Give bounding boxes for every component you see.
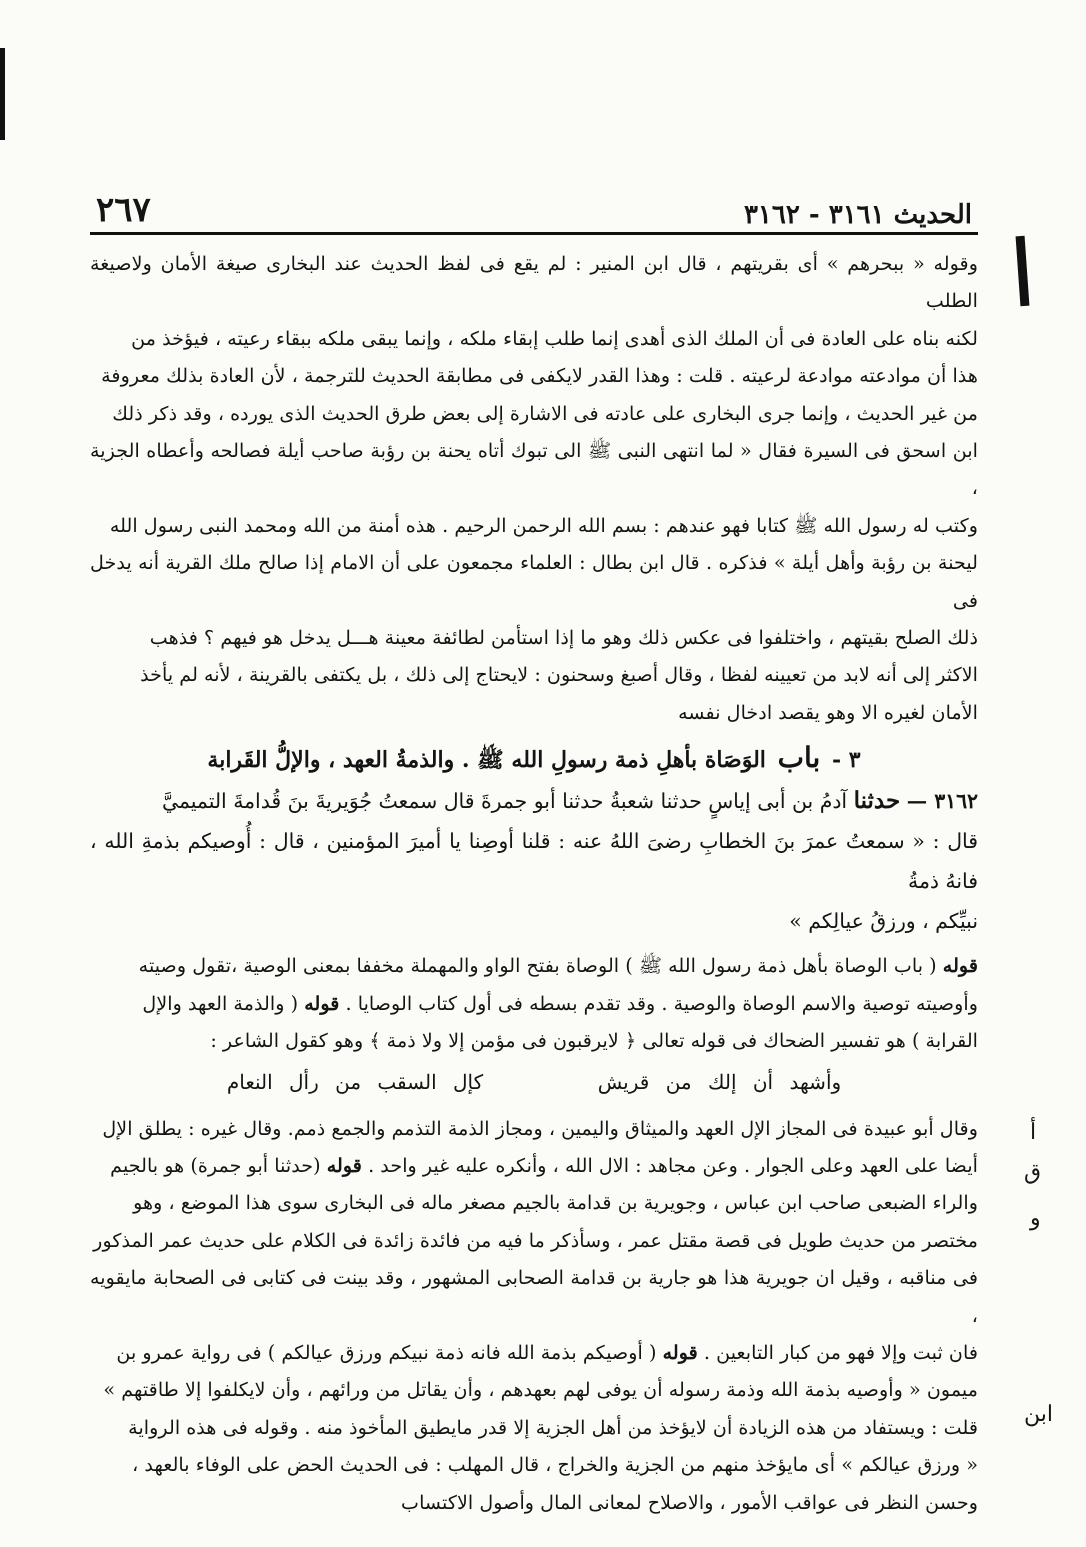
- chapter-title: الوَصَاة بأهلِ ذمة رسولِ الله ﷺ . والذمةُ العهد ، والإلُّ القَرابة: [207, 747, 766, 774]
- commentary-mid: [90, 947, 978, 1059]
- running-title: الحديث ٣١٦١ - ٣١٦٢: [743, 200, 972, 230]
- text-line: الأمان لغيره الا وهو يقصد ادخال نفسه: [678, 700, 978, 724]
- text-span: ( والذمة العهد والإل: [142, 991, 299, 1015]
- chapter-bab: باب: [777, 741, 821, 775]
- verse-hemistich-1: وأشهد أن إلك من قريش: [597, 1069, 842, 1094]
- text-line: وقال أبو عبيدة فى المجاز الإل العهد والميثاق واليمين ، ومجاز الذمة التذمم والجمع ذمم. وقال غيره : يطلق الإل: [102, 1116, 978, 1140]
- page-number: ٢٦٧: [96, 190, 151, 230]
- text-span: فان ثبت وإلا فهو من كبار التابعين .: [703, 1340, 978, 1364]
- text-line: هذا أن موادعته موادعة لرعيته . قلت : وهذا القدر لايكفى فى مطابقة الحديث للترجمة ، لأن العادة بذلك معروفة: [101, 364, 978, 388]
- text-line: ابن اسحق فى السيرة فقال « لما انتهى النبى ﷺ الى تبوك أتاه يحنة بن رؤبة صاحب أيلة فصالحه وأعطاه الجزية ،: [90, 439, 978, 500]
- text-line: من غير الحديث ، وإنما جرى البخارى على عادته فى الاشارة إلى بعض طرق الحديث الذى يورده ، وقد ذكر ذلك: [112, 401, 978, 425]
- margin-glyph: أ: [1030, 1120, 1037, 1145]
- verse-hemistich-2: كإل السقب من رأل النعام: [226, 1069, 484, 1094]
- commentary-top: [90, 245, 978, 731]
- hadith-line: [90, 781, 978, 821]
- commentary-bottom: [90, 1110, 978, 1521]
- text-span: أيضا على العهد وعلى الجوار . وعن مجاهد : الال الله ، وأنكره عليه غير واحد .: [368, 1153, 978, 1177]
- scan-edge-mark: [0, 48, 5, 140]
- text-line: ذلك الصلح بقيتهم ، واختلفوا فى عكس ذلك وهو ما إذا استأمن لطائفة معينة هـــل يدخل هو فيهم ؟ فذهب: [149, 626, 978, 650]
- text-line: [90, 947, 978, 984]
- text-line: وكتب له رسول الله ﷺ كتابا فهو عندهم : بسم الله الرحمن الرحيم . هذه أمنة من الله ومحمد النبى رسول الله: [109, 513, 978, 537]
- chapter-number: ٣ -: [831, 747, 861, 774]
- text-span: ( أوصيكم بذمة الله فانه ذمة نبيكم ورزق عيالكم ) فى رواية عمرو بن: [116, 1340, 657, 1364]
- text-span: وأوصيته توصية والاسم الوصاة والوصية . وقد تقدم بسطه فى أول كتاب الوصايا .: [345, 991, 978, 1015]
- book-page: [90, 186, 978, 1521]
- text-line: ميمون « وأوصيه بذمة الله وذمة رسوله أن يوفى لهم بعهدهم ، وأن يقاتل من ورائهم ، وأن لايكلفوا إلا طاقتهم »: [103, 1378, 978, 1402]
- margin-glyph: و: [1030, 1206, 1041, 1231]
- text-line: قلت : ويستفاد من هذه الزيادة أن لايؤخذ من أهل الجزية إلا قدر مايطيق المأخوذ منه . وقوله فى هذه الرواية: [128, 1415, 978, 1439]
- text-line: والراء الضبعى صاحب ابن عباس ، وجويرية بن قدامة بالجيم مصغر ماله فى البخارى سوى هذا الموضع ، وهو: [133, 1191, 978, 1215]
- text-line: [90, 1147, 978, 1184]
- text-span: (حدثنا أبو جمرة) هو بالجيم: [110, 1153, 321, 1177]
- text-line: « ورزق عيالكم » أى مايؤخذ منهم من الجزية والخراج ، قال المهلب : فى الحديث الحض على الوفاء بالعهد ،: [132, 1453, 978, 1477]
- text-line: ليحنة بن رؤبة وأهل أيلة » فذكره . قال ابن بطال : العلماء مجمعون على أن الامام إذا صالح ملك القرية أنه يدخل فى: [90, 551, 978, 612]
- hadith-chain: آدمُ بن أبى إياسٍ حدثنا شعبةُ حدثنا أبو جمرةَ قال سمعتُ جُوَيريةَ بنَ قُدامةَ التميميَّ: [161, 789, 848, 814]
- margin-glyph: ابن: [1024, 1402, 1053, 1427]
- text-line: فى مناقبه ، وقيل ان جويرية هذا هو جارية بن قدامة الصحابى المشهور ، وقد بينت فى كتابى فى الصحابة مايقويه ،: [90, 1266, 978, 1327]
- hadith-text: [90, 781, 978, 941]
- hadith-line: نبيِّكم ، ورزقُ عيالِكم »: [789, 909, 978, 934]
- text-line: وحسن النظر فى عواقب الأمور ، والاصلاح لمعانى المال وأصول الاكتساب: [401, 1490, 978, 1514]
- margin-bar: [1016, 236, 1030, 306]
- text-line: [90, 985, 978, 1022]
- qawluhu-marker: قوله: [326, 1153, 362, 1177]
- text-line: لكنه بناه على العادة فى أن الملك الذى أهدى إنما طلب إبقاء ملكه ، وإنما يبقى ملكه ببقاء رعيته ، فيؤخذ من: [131, 326, 978, 350]
- text-span: ( باب الوصاة بأهل ذمة رسول الله ﷺ ) الوصاة بفتح الواو والمهملة مخففا بمعنى الوصية ،تقول وصيته: [138, 954, 937, 978]
- hadith-line: قال : « سمعتُ عمرَ بنَ الخطابِ رضىَ اللهُ عنه : قلنا أوصِنا يا أميرَ المؤمنين ، قال : أُوصيكم بذمةِ الله ، فانهُ ذمةُ: [90, 829, 978, 894]
- haddathana-word: حدثنا: [853, 787, 901, 815]
- hadith-number: ٣١٦٢ —: [906, 789, 978, 814]
- text-line: القرابة ) هو تفسير الضحاك فى قوله تعالى ﴿ لايرقبون فى مؤمن إلا ولا ذمة ﴾ وهو كقول الشاعر :: [210, 1029, 978, 1053]
- chapter-heading: [90, 737, 978, 781]
- text-line: وقوله « ببحرهم » أى بقريتهم ، قال ابن المنير : لم يقع فى لفظ الحديث عند البخارى صيغة الأمان ولاصيغة الطلب: [90, 252, 978, 313]
- qawluhu-marker: قوله: [304, 991, 340, 1015]
- running-head: [90, 186, 978, 235]
- text-line: مختصر من حديث طويل فى قصة مقتل عمر ، وسأذكر ما فيه من فائدة زائدة فى الكلام على حديث عمر المذكور: [93, 1228, 978, 1252]
- qawluhu-marker: قوله: [942, 954, 978, 978]
- poetry-verse: [90, 1060, 978, 1104]
- margin-glyph: ق: [1024, 1160, 1042, 1185]
- text-line: [90, 1334, 978, 1371]
- text-line: الاكثر إلى أنه لابد من تعيينه لفظا ، وقال أصبغ وسحنون : لايحتاج إلى ذلك ، بل يكتفى بالقرينة ، لأنه لم يأخذ: [140, 663, 978, 687]
- qawluhu-marker: قوله: [662, 1340, 698, 1364]
